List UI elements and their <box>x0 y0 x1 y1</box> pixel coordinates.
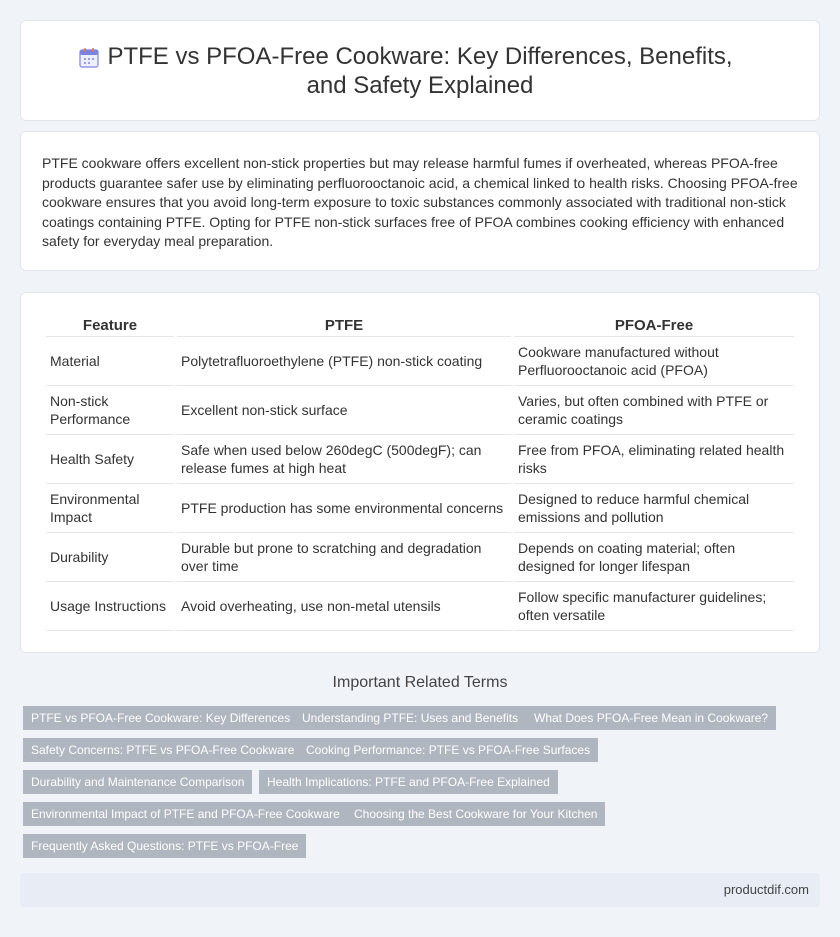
feature-cell: Durability <box>46 533 174 582</box>
ptfe-cell: Avoid overheating, use non-metal utensils <box>177 582 511 631</box>
comparison-card <box>20 292 820 653</box>
related-term-link[interactable]: Health Implications: PTFE and PFOA-Free Explained <box>259 770 558 794</box>
related-term-link[interactable]: Choosing the Best Cookware for Your Kitchen <box>346 802 605 826</box>
header-card <box>20 20 820 121</box>
related-term-link[interactable]: Cooking Performance: PTFE vs PFOA-Free Surfaces <box>298 738 598 762</box>
footer <box>20 873 820 907</box>
header-pfoa-free: PFOA-Free <box>514 317 794 337</box>
feature-cell: Environmental Impact <box>46 484 174 533</box>
table-row <box>46 435 794 484</box>
intro-card <box>20 131 820 271</box>
table-row <box>46 386 794 435</box>
table-header-row <box>46 317 794 337</box>
ptfe-cell: Excellent non-stick surface <box>177 386 511 435</box>
related-term-link[interactable]: PTFE vs PFOA-Free Cookware: Key Differences <box>23 706 298 730</box>
related-term-link[interactable]: Frequently Asked Questions: PTFE vs PFOA-Free <box>23 834 306 858</box>
pfoa-free-cell: Designed to reduce harmful chemical emissions and pollution <box>514 484 794 533</box>
ptfe-cell: Polytetrafluoroethylene (PTFE) non-stick coating <box>177 337 511 386</box>
related-term-link[interactable]: What Does PFOA-Free Mean in Cookware? <box>526 706 776 730</box>
related-term-link[interactable]: Durability and Maintenance Comparison <box>23 770 252 794</box>
feature-cell: Material <box>46 337 174 386</box>
feature-cell: Usage Instructions <box>46 582 174 631</box>
related-term-link[interactable]: Safety Concerns: PTFE vs PFOA-Free Cookware <box>23 738 302 762</box>
table-row <box>46 582 794 631</box>
pfoa-free-cell: Follow specific manufacturer guidelines; often versatile <box>514 582 794 631</box>
ptfe-cell: Safe when used below 260degC (500degF); can release fumes at high heat <box>177 435 511 484</box>
table-row <box>46 337 794 386</box>
related-term-link[interactable]: Understanding PTFE: Uses and Benefits <box>294 706 526 730</box>
table-row <box>46 533 794 582</box>
pfoa-free-cell: Depends on coating material; often designed for longer lifespan <box>514 533 794 582</box>
ptfe-cell: PTFE production has some environmental concerns <box>177 484 511 533</box>
ptfe-cell: Durable but prone to scratching and degradation over time <box>177 533 511 582</box>
pfoa-free-cell: Varies, but often combined with PTFE or ceramic coatings <box>514 386 794 435</box>
feature-cell: Non-stick Performance <box>46 386 174 435</box>
intro-paragraph: PTFE cookware offers excellent non-stick properties but may release harmful fumes if overheated, whereas PFOA-free products guarantee safer use by eliminating perfluorooctanoic acid, a chemical linked to health risks. Choosing PFOA-free cookware ensures that you avoid long-term exposure to toxic substances commonly associated with traditional non-stick coatings containing PTFE. Opting for PTFE non-stick surfaces free of PFOA combines cooking efficiency with enhanced safety for everyday meal preparation. <box>42 155 798 250</box>
related-terms-title: Important Related Terms <box>332 674 508 691</box>
feature-cell: Health Safety <box>46 435 174 484</box>
comparison-table <box>43 317 797 631</box>
header-ptfe: PTFE <box>177 317 511 337</box>
pfoa-free-cell: Cookware manufactured without Perfluorooctanoic acid (PFOA) <box>514 337 794 386</box>
pfoa-free-cell: Free from PFOA, eliminating related health risks <box>514 435 794 484</box>
header-feature: Feature <box>46 317 174 337</box>
site-name[interactable]: productdif.com <box>723 882 809 897</box>
table-row <box>46 484 794 533</box>
page-title: PTFE vs PFOA-Free Cookware: Key Differences, Benefits, and Safety Explained <box>107 42 733 99</box>
related-term-link[interactable]: Environmental Impact of PTFE and PFOA-Free Cookware <box>23 802 348 826</box>
